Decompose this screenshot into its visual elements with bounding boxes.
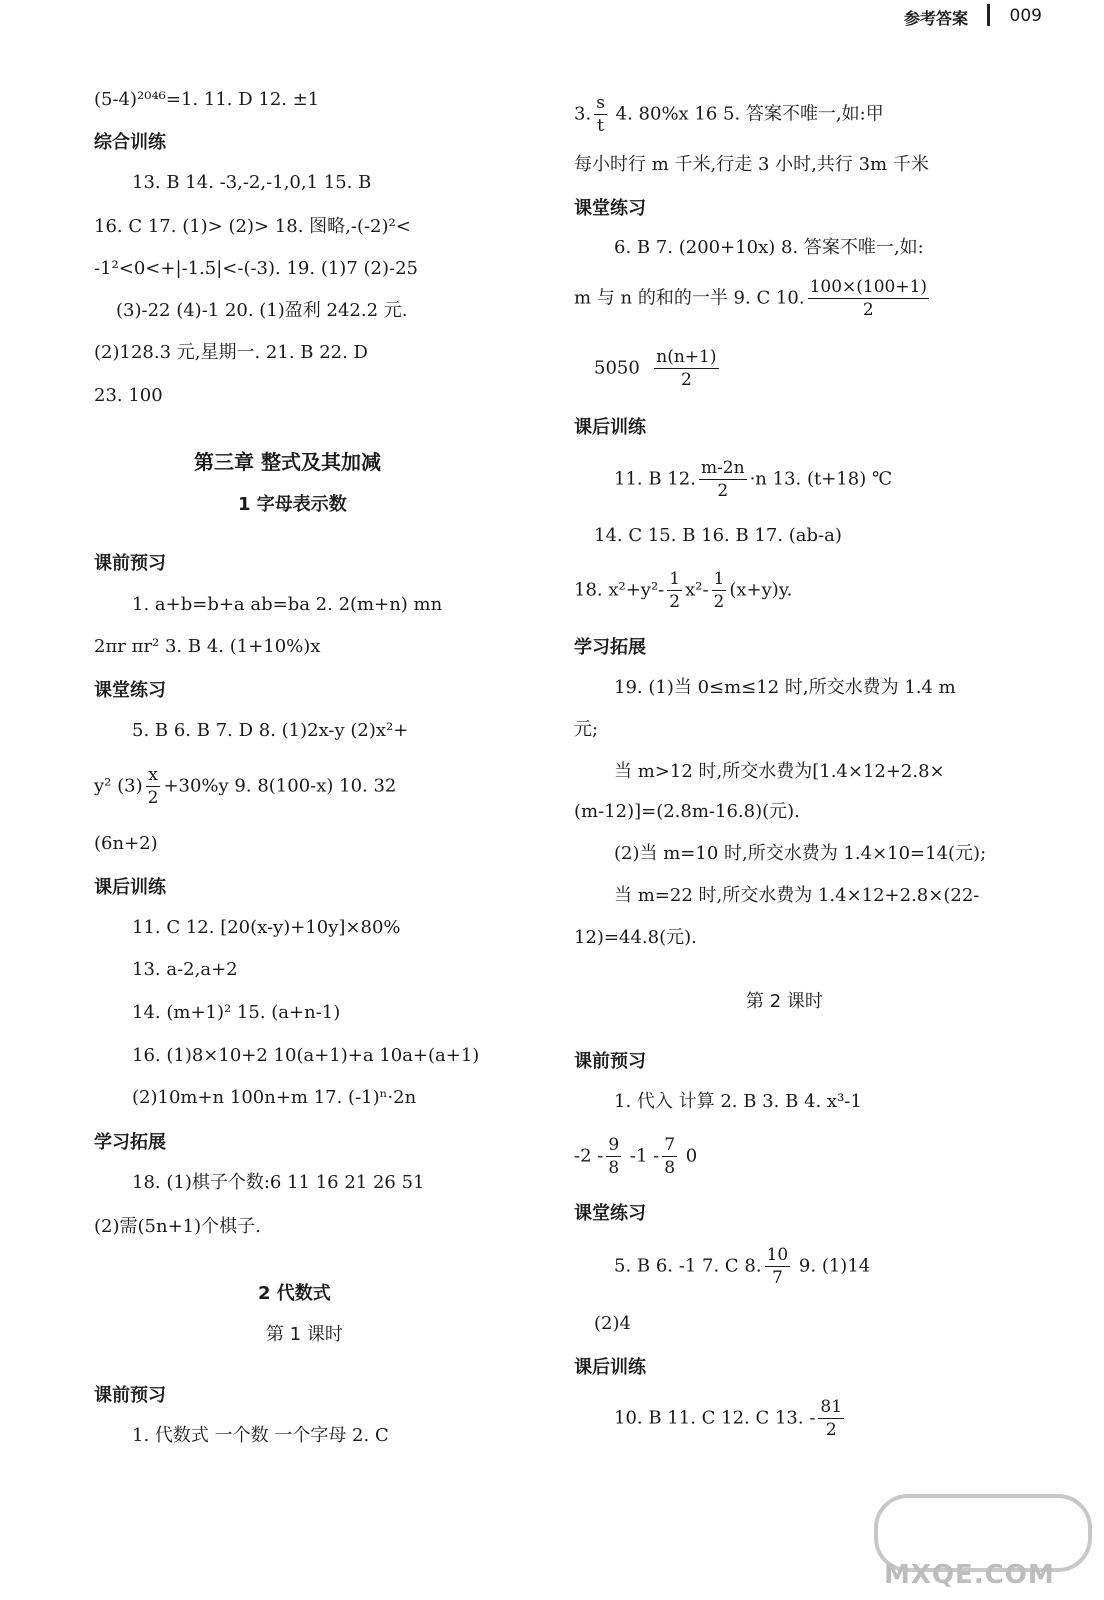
- answer-line: 19. (1)当 0≤m≤12 时,所交水费为 1.4 m: [614, 677, 956, 698]
- watermark-logo: [874, 1494, 1084, 1594]
- fraction-numerator: m-2n: [700, 458, 745, 478]
- answer-line: 13. a-2,a+2: [132, 959, 238, 980]
- fraction-numerator: 10: [766, 1245, 789, 1265]
- fraction: [765, 1244, 791, 1289]
- answer-line: 13. B 14. -3,-2,-1,0,1 15. B: [132, 172, 372, 193]
- fraction: [654, 346, 718, 391]
- text-segment: -1 -: [624, 1145, 660, 1167]
- section-heading: 学习拓展: [94, 1132, 166, 1153]
- fraction-numerator: 9: [608, 1135, 620, 1155]
- fraction-denominator: 8: [608, 1158, 620, 1178]
- fraction: [818, 1396, 844, 1441]
- fraction: [606, 1134, 621, 1179]
- section-heading: 课前预习: [94, 553, 166, 574]
- section-heading: 综合训练: [94, 132, 166, 153]
- page-header: [0, 0, 1104, 36]
- chapter-title: 第三章 整式及其加减: [194, 450, 381, 474]
- answer-line: 18. (1)棋子个数:6 11 16 21 26 51: [132, 1172, 425, 1193]
- answer-line-with-fraction: [614, 1244, 870, 1289]
- answer-line: 2πr πr² 3. B 4. (1+10%)x: [94, 636, 321, 657]
- text-segment: 0: [680, 1145, 698, 1167]
- text-segment: 10. B 11. C 12. C 13. -: [614, 1407, 816, 1429]
- answer-line: 当 m>12 时,所交水费为[1.4×12+2.8×: [614, 761, 945, 782]
- fraction: [667, 568, 682, 613]
- page-number: 009: [1009, 6, 1042, 26]
- text-segment: -2 -: [574, 1145, 604, 1167]
- fraction-denominator: 2: [717, 481, 729, 501]
- text-segment: m 与 n 的和的一半 9. C 10.: [574, 287, 805, 309]
- answer-line-with-fraction: [574, 92, 884, 137]
- answer-line: 每小时行 m 千米,行走 3 小时,共行 3m 千米: [574, 154, 929, 175]
- answer-line-with-fraction: [94, 764, 396, 809]
- text-segment: 5050: [594, 357, 640, 379]
- fraction-numerator: s: [596, 93, 605, 113]
- lesson-period: 第 2 课时: [746, 991, 823, 1012]
- fraction-denominator: 2: [680, 370, 692, 390]
- fraction-numerator: 81: [820, 1397, 843, 1417]
- answer-line: (2)10m+n 100n+m 17. (-1)ⁿ·2n: [132, 1087, 417, 1108]
- fraction: [594, 92, 607, 137]
- answer-line-with-fraction: [574, 1134, 697, 1179]
- fraction-denominator: 2: [825, 1420, 837, 1440]
- fraction: [808, 276, 929, 321]
- answer-line-with-fraction: [614, 1396, 847, 1441]
- answer-line: (2)128.3 元,星期一. 21. B 22. D: [94, 342, 368, 363]
- answer-line-with-fraction: [614, 457, 892, 502]
- section-heading: 课堂练习: [574, 198, 646, 219]
- answer-line: (m-12)]=(2.8m-16.8)(元).: [574, 801, 800, 822]
- answer-line: 1. a+b=b+a ab=ba 2. 2(m+n) mn: [132, 594, 443, 615]
- text-segment: 9. (1)14: [793, 1255, 871, 1277]
- answer-line: -1²<0<+|-1.5|<-(-3). 19. (1)7 (2)-25: [94, 258, 418, 279]
- answer-line-with-fraction: [574, 568, 792, 613]
- section-heading: 课后训练: [574, 1357, 646, 1378]
- answer-line: (6n+2): [94, 833, 158, 854]
- text-segment: 3.: [574, 103, 592, 125]
- section-heading: 学习拓展: [574, 637, 646, 658]
- fraction-numerator: 1: [713, 569, 725, 589]
- answer-line: 6. B 7. (200+10x) 8. 答案不唯一,如:: [614, 237, 924, 258]
- fraction-denominator: 8: [664, 1158, 676, 1178]
- text-segment: 5. B 6. -1 7. C 8.: [614, 1255, 762, 1277]
- fraction-denominator: 2: [669, 592, 681, 612]
- answer-line: (3)-22 (4)-1 20. (1)盈利 242.2 元.: [116, 300, 408, 321]
- answer-line-with-fraction: [594, 346, 722, 391]
- answer-line: 14. C 15. B 16. B 17. (ab-a): [594, 525, 842, 546]
- fraction: [712, 568, 727, 613]
- fraction-denominator: t: [597, 116, 604, 136]
- lesson-title: 2 代数式: [258, 1283, 331, 1304]
- section-heading: 课堂练习: [574, 1203, 646, 1224]
- watermark-text: MXQE.COM: [884, 1560, 1055, 1590]
- text-segment: 18. x²+y²-: [574, 579, 665, 601]
- answer-line: (5-4)²⁰⁴⁶=1. 11. D 12. ±1: [94, 89, 320, 110]
- fraction-numerator: 1: [669, 569, 681, 589]
- answer-line: 11. C 12. [20(x-y)+10y]×80%: [132, 917, 401, 938]
- header-divider: [987, 4, 990, 26]
- section-heading: 课后训练: [94, 877, 166, 898]
- answer-line: (2)当 m=10 时,所交水费为 1.4×10=14(元);: [614, 843, 987, 864]
- answer-line: 16. C 17. (1)> (2)> 18. 图略,-(-2)²<: [94, 216, 411, 237]
- lesson-period: 第 1 课时: [266, 1324, 343, 1345]
- answer-line: 16. (1)8×10+2 10(a+1)+a 10a+(a+1): [132, 1045, 480, 1066]
- fraction: [662, 1134, 677, 1179]
- section-heading: 课堂练习: [94, 680, 166, 701]
- fraction-denominator: 2: [713, 592, 725, 612]
- text-segment: (x+y)y.: [729, 579, 793, 601]
- answer-line: 5. B 6. B 7. D 8. (1)2x-y (2)x²+: [132, 720, 409, 741]
- fraction-numerator: 100×(100+1): [809, 277, 928, 297]
- answer-line: 14. (m+1)² 15. (a+n-1): [132, 1002, 341, 1023]
- answer-line: (2)4: [594, 1313, 631, 1334]
- text-segment: y² (3): [94, 775, 143, 797]
- lesson-title: 1 字母表示数: [238, 494, 347, 515]
- section-heading: 课前预习: [574, 1051, 646, 1072]
- text-segment: ·n 13. (t+18) ℃: [749, 468, 893, 490]
- section-heading: 课前预习: [94, 1385, 166, 1406]
- answer-line-with-fraction: [574, 276, 932, 321]
- answer-line: 1. 代数式 一个数 一个字母 2. C: [132, 1425, 389, 1446]
- section-heading: 课后训练: [574, 417, 646, 438]
- fraction: [146, 764, 161, 809]
- text-segment: +30%y 9. 8(100-x) 10. 32: [163, 775, 397, 797]
- answer-line: 当 m=22 时,所交水费为 1.4×12+2.8×(22-: [614, 885, 980, 906]
- answer-line: (2)需(5n+1)个棋子.: [94, 1216, 261, 1237]
- fraction-denominator: 2: [147, 788, 159, 808]
- header-title: 参考答案: [903, 9, 968, 28]
- text-segment: 4. 80%x 16 5. 答案不唯一,如:甲: [609, 103, 884, 125]
- answer-line: 1. 代入 计算 2. B 3. B 4. x³-1: [614, 1091, 862, 1112]
- answer-line: 23. 100: [94, 385, 163, 406]
- answer-line: 元;: [574, 719, 599, 740]
- text-segment: 11. B 12.: [614, 468, 696, 490]
- fraction-denominator: 7: [771, 1268, 783, 1288]
- fraction-numerator: n(n+1): [656, 347, 717, 367]
- fraction-numerator: x: [146, 764, 161, 787]
- fraction: [699, 457, 747, 502]
- answer-line: 12)=44.8(元).: [574, 927, 697, 948]
- text-segment: x²-: [685, 579, 709, 601]
- fraction-denominator: 2: [862, 300, 874, 320]
- fraction-numerator: 7: [664, 1135, 676, 1155]
